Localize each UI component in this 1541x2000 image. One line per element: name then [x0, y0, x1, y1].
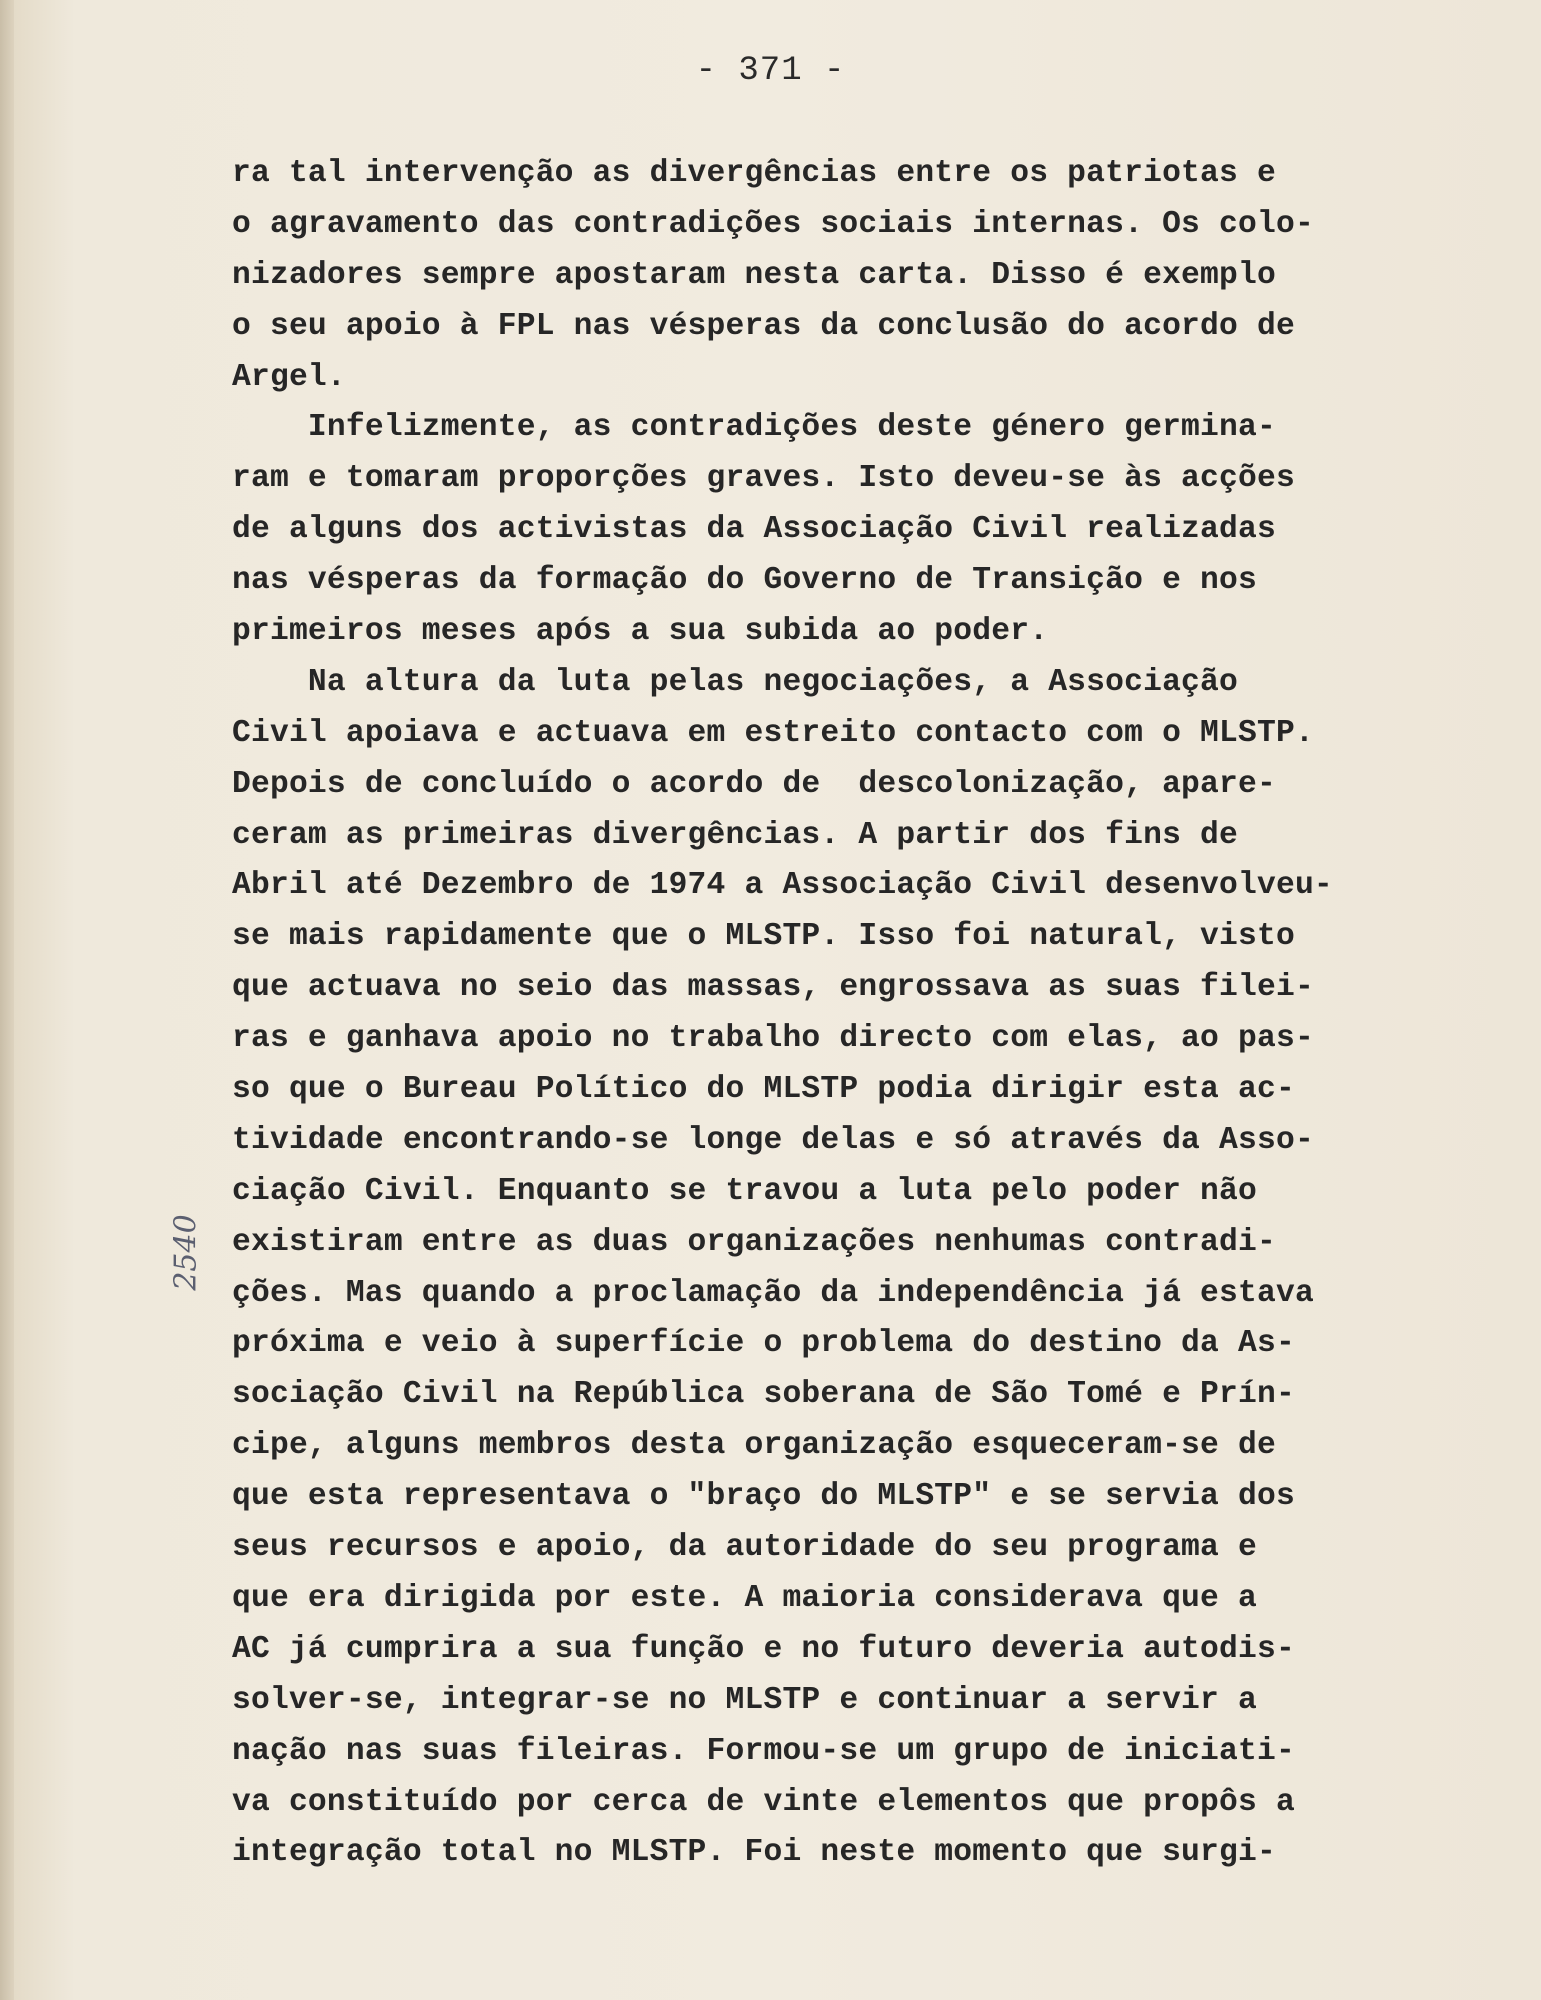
- page-edge-shadow: [0, 0, 14, 2000]
- text-line: ras e ganhava apoio no trabalho directo com elas, ao pas-: [232, 1021, 1314, 1057]
- text-line: solver-se, integrar-se no MLSTP e continuar a servir a: [232, 1682, 1257, 1718]
- text-line: va constituído por cerca de vinte elementos que propôs a: [232, 1784, 1295, 1820]
- text-line: que actuava no seio das massas, engrossava as suas filei-: [232, 970, 1314, 1006]
- text-line: Infelizmente, as contradições deste género germina-: [232, 410, 1276, 446]
- text-line: sociação Civil na República soberana de São Tomé e Prín-: [232, 1377, 1295, 1413]
- page-number: - 371 -: [695, 52, 846, 90]
- margin-note-text: 2540: [168, 1214, 204, 1291]
- text-line: ciação Civil. Enquanto se travou a luta pelo poder não: [232, 1173, 1257, 1209]
- handwritten-margin-note: [148, 1215, 218, 1295]
- text-line: integração total no MLSTP. Foi neste momento que surgi-: [232, 1835, 1276, 1871]
- text-line: cipe, alguns membros desta organização esqueceram-se de: [232, 1428, 1276, 1464]
- text-line: Na altura da luta pelas negociações, a Associação: [232, 664, 1239, 700]
- text-line: se mais rapidamente que o MLSTP. Isso foi natural, visto: [232, 919, 1295, 955]
- text-line: nação nas suas fileiras. Formou-se um grupo de iniciati-: [232, 1733, 1295, 1769]
- text-line: tividade encontrando-se longe delas e só através da Asso-: [232, 1122, 1314, 1158]
- text-line: próxima e veio à superfície o problema do destino da As-: [232, 1326, 1295, 1362]
- text-line: que esta representava o "braço do MLSTP" e se servia dos: [232, 1479, 1295, 1515]
- text-line: ram e tomaram proporções graves. Isto deveu-se às acções: [232, 461, 1295, 497]
- text-line: ceram as primeiras divergências. A partir dos fins de: [232, 817, 1239, 853]
- text-line: o seu apoio à FPL nas vésperas da conclusão do acordo de: [232, 308, 1295, 344]
- text-line: seus recursos e apoio, da autoridade do seu programa e: [232, 1530, 1257, 1566]
- text-line: nas vésperas da formação do Governo de Transição e nos: [232, 563, 1257, 599]
- text-line: nizadores sempre apostaram nesta carta. Disso é exemplo: [232, 257, 1276, 293]
- text-line: AC já cumprira a sua função e no futuro deveria autodis-: [232, 1631, 1295, 1667]
- text-line: de alguns dos activistas da Associação Civil realizadas: [232, 512, 1276, 548]
- text-line: primeiros meses após a sua subida ao poder.: [232, 614, 1049, 650]
- text-line: ra tal intervenção as divergências entre os patriotas e: [232, 156, 1276, 191]
- text-line: Depois de concluído o acordo de descolonização, apare-: [232, 766, 1276, 802]
- text-line: o agravamento das contradições sociais internas. Os colo-: [232, 206, 1314, 242]
- text-line: Argel.: [232, 359, 346, 395]
- text-line: que era dirigida por este. A maioria considerava que a: [232, 1580, 1257, 1616]
- text-line: existiram entre as duas organizações nenhumas contradi-: [232, 1224, 1276, 1260]
- text-line: so que o Bureau Político do MLSTP podia dirigir esta ac-: [232, 1072, 1295, 1108]
- body-text: [232, 149, 1472, 1879]
- text-line: ções. Mas quando a proclamação da independência já estava: [232, 1275, 1314, 1311]
- text-line: Abril até Dezembro de 1974 a Associação Civil desenvolveu-: [232, 868, 1333, 904]
- text-line: Civil apoiava e actuava em estreito contacto com o MLSTP.: [232, 715, 1314, 751]
